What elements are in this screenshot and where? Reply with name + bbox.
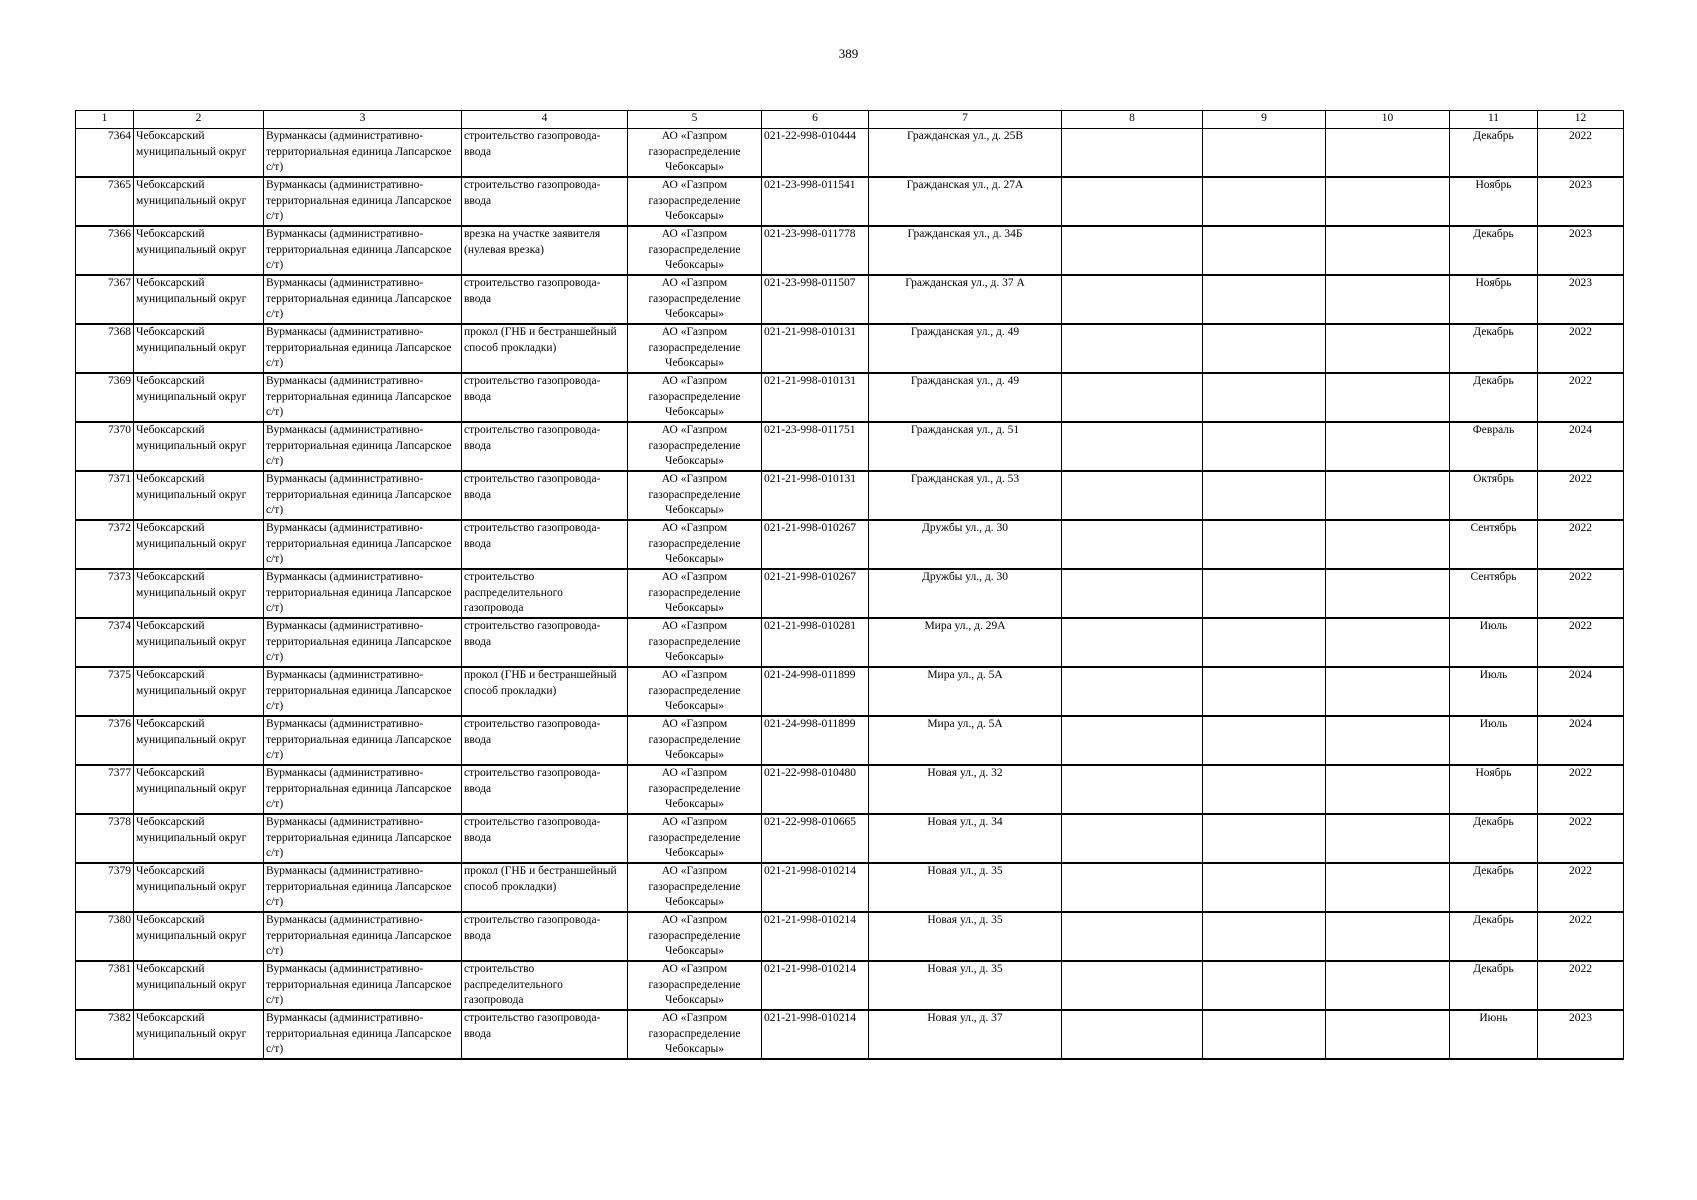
locality-cell: Вурманкасы (административно-территориальная единица Лапсарское с/т) — [264, 814, 462, 863]
work-type-cell: строительство газопровода-ввода — [462, 177, 628, 226]
row-number: 7379 — [76, 863, 134, 912]
district-cell: Чебоксарский муниципальный округ — [134, 765, 264, 814]
month-cell: Февраль — [1450, 422, 1538, 471]
column-8-cell — [1062, 618, 1203, 667]
column-10-cell — [1326, 471, 1450, 520]
row-number: 7370 — [76, 422, 134, 471]
year-cell: 2023 — [1538, 226, 1624, 275]
locality-cell: Вурманкасы (административно-территориальная единица Лапсарское с/т) — [264, 177, 462, 226]
column-8-cell — [1062, 961, 1203, 1010]
table-row — [76, 765, 1624, 814]
locality-cell: Вурманкасы (административно-территориальная единица Лапсарское с/т) — [264, 667, 462, 716]
column-10-cell — [1326, 324, 1450, 373]
table-row — [76, 471, 1624, 520]
work-type-cell: строительство газопровода-ввода — [462, 520, 628, 569]
address-cell: Новая ул., д. 35 — [869, 863, 1062, 912]
organization-cell: АО «Газпром газораспределение Чебоксары» — [628, 863, 762, 912]
registration-code-cell: 021-21-998-010267 — [762, 520, 869, 569]
column-8-cell — [1062, 667, 1203, 716]
table-row — [76, 814, 1624, 863]
district-cell: Чебоксарский муниципальный округ — [134, 373, 264, 422]
district-cell: Чебоксарский муниципальный округ — [134, 716, 264, 765]
row-number: 7366 — [76, 226, 134, 275]
month-cell: Июль — [1450, 716, 1538, 765]
table-row — [76, 520, 1624, 569]
column-8-cell — [1062, 814, 1203, 863]
column-10-cell — [1326, 422, 1450, 471]
registration-code-cell: 021-21-998-010131 — [762, 324, 869, 373]
column-9-cell — [1203, 569, 1326, 618]
district-cell: Чебоксарский муниципальный округ — [134, 422, 264, 471]
district-cell: Чебоксарский муниципальный округ — [134, 667, 264, 716]
column-header: 3 — [264, 111, 462, 129]
column-8-cell — [1062, 275, 1203, 324]
table-row — [76, 177, 1624, 226]
locality-cell: Вурманкасы (административно-территориальная единица Лапсарское с/т) — [264, 569, 462, 618]
column-8-cell — [1062, 129, 1203, 178]
column-8-cell — [1062, 520, 1203, 569]
locality-cell: Вурманкасы (административно-территориальная единица Лапсарское с/т) — [264, 863, 462, 912]
table-row — [76, 716, 1624, 765]
column-9-cell — [1203, 471, 1326, 520]
column-10-cell — [1326, 814, 1450, 863]
district-cell: Чебоксарский муниципальный округ — [134, 618, 264, 667]
district-cell: Чебоксарский муниципальный округ — [134, 471, 264, 520]
month-cell: Июль — [1450, 667, 1538, 716]
locality-cell: Вурманкасы (административно-территориальная единица Лапсарское с/т) — [264, 618, 462, 667]
column-header: 9 — [1203, 111, 1326, 129]
registry-table — [75, 110, 1624, 1060]
registration-code-cell: 021-22-998-010444 — [762, 129, 869, 178]
organization-cell: АО «Газпром газораспределение Чебоксары» — [628, 961, 762, 1010]
column-9-cell — [1203, 520, 1326, 569]
column-10-cell — [1326, 912, 1450, 961]
address-cell: Дружбы ул., д. 30 — [869, 569, 1062, 618]
organization-cell: АО «Газпром газораспределение Чебоксары» — [628, 373, 762, 422]
locality-cell: Вурманкасы (административно-территориальная единица Лапсарское с/т) — [264, 373, 462, 422]
year-cell: 2024 — [1538, 422, 1624, 471]
table-row — [76, 569, 1624, 618]
column-8-cell — [1062, 324, 1203, 373]
table-row — [76, 863, 1624, 912]
column-header: 8 — [1062, 111, 1203, 129]
work-type-cell: строительство газопровода-ввода — [462, 814, 628, 863]
registration-code-cell: 021-21-998-010131 — [762, 471, 869, 520]
organization-cell: АО «Газпром газораспределение Чебоксары» — [628, 520, 762, 569]
registration-code-cell: 021-21-998-010267 — [762, 569, 869, 618]
district-cell: Чебоксарский муниципальный округ — [134, 324, 264, 373]
column-9-cell — [1203, 373, 1326, 422]
organization-cell: АО «Газпром газораспределение Чебоксары» — [628, 912, 762, 961]
registration-code-cell: 021-21-998-010214 — [762, 961, 869, 1010]
registration-code-cell: 021-22-998-010665 — [762, 814, 869, 863]
column-10-cell — [1326, 569, 1450, 618]
year-cell: 2022 — [1538, 569, 1624, 618]
year-cell: 2022 — [1538, 618, 1624, 667]
work-type-cell: врезка на участке заявителя (нулевая врезка) — [462, 226, 628, 275]
column-10-cell — [1326, 961, 1450, 1010]
row-number: 7381 — [76, 961, 134, 1010]
month-cell: Сентябрь — [1450, 569, 1538, 618]
table-body — [76, 129, 1624, 1060]
address-cell: Новая ул., д. 37 — [869, 1010, 1062, 1059]
organization-cell: АО «Газпром газораспределение Чебоксары» — [628, 618, 762, 667]
organization-cell: АО «Газпром газораспределение Чебоксары» — [628, 422, 762, 471]
column-header: 12 — [1538, 111, 1624, 129]
row-number: 7373 — [76, 569, 134, 618]
address-cell: Гражданская ул., д. 53 — [869, 471, 1062, 520]
work-type-cell: прокол (ГНБ и бестраншейный способ прокладки) — [462, 863, 628, 912]
address-cell: Гражданская ул., д. 49 — [869, 373, 1062, 422]
work-type-cell: прокол (ГНБ и бестраншейный способ прокладки) — [462, 324, 628, 373]
header-row — [76, 111, 1624, 129]
year-cell: 2022 — [1538, 520, 1624, 569]
locality-cell: Вурманкасы (административно-территориальная единица Лапсарское с/т) — [264, 912, 462, 961]
column-9-cell — [1203, 912, 1326, 961]
locality-cell: Вурманкасы (административно-территориальная единица Лапсарское с/т) — [264, 422, 462, 471]
column-10-cell — [1326, 618, 1450, 667]
column-9-cell — [1203, 275, 1326, 324]
month-cell: Июнь — [1450, 1010, 1538, 1059]
address-cell: Дружбы ул., д. 30 — [869, 520, 1062, 569]
year-cell: 2024 — [1538, 667, 1624, 716]
column-9-cell — [1203, 863, 1326, 912]
registration-code-cell: 021-24-998-011899 — [762, 667, 869, 716]
registration-code-cell: 021-21-998-010214 — [762, 863, 869, 912]
column-header: 2 — [134, 111, 264, 129]
column-9-cell — [1203, 716, 1326, 765]
column-9-cell — [1203, 961, 1326, 1010]
row-number: 7371 — [76, 471, 134, 520]
column-8-cell — [1062, 863, 1203, 912]
month-cell: Декабрь — [1450, 129, 1538, 178]
organization-cell: АО «Газпром газораспределение Чебоксары» — [628, 177, 762, 226]
column-8-cell — [1062, 765, 1203, 814]
column-header: 5 — [628, 111, 762, 129]
locality-cell: Вурманкасы (административно-территориальная единица Лапсарское с/т) — [264, 716, 462, 765]
work-type-cell: строительство газопровода-ввода — [462, 765, 628, 814]
locality-cell: Вурманкасы (административно-территориальная единица Лапсарское с/т) — [264, 520, 462, 569]
table-row — [76, 961, 1624, 1010]
address-cell: Мира ул., д. 5А — [869, 716, 1062, 765]
column-header: 4 — [462, 111, 628, 129]
year-cell: 2022 — [1538, 471, 1624, 520]
column-header: 1 — [76, 111, 134, 129]
table-row — [76, 373, 1624, 422]
table-row — [76, 324, 1624, 373]
year-cell: 2023 — [1538, 177, 1624, 226]
row-number: 7374 — [76, 618, 134, 667]
organization-cell: АО «Газпром газораспределение Чебоксары» — [628, 471, 762, 520]
column-10-cell — [1326, 667, 1450, 716]
work-type-cell: строительство распределительного газопровода — [462, 569, 628, 618]
work-type-cell: строительство газопровода-ввода — [462, 129, 628, 178]
organization-cell: АО «Газпром газораспределение Чебоксары» — [628, 667, 762, 716]
registration-code-cell: 021-22-998-010480 — [762, 765, 869, 814]
column-8-cell — [1062, 471, 1203, 520]
column-10-cell — [1326, 1010, 1450, 1059]
column-10-cell — [1326, 520, 1450, 569]
column-9-cell — [1203, 667, 1326, 716]
work-type-cell: строительство газопровода-ввода — [462, 422, 628, 471]
column-10-cell — [1326, 129, 1450, 178]
district-cell: Чебоксарский муниципальный округ — [134, 1010, 264, 1059]
row-number: 7382 — [76, 1010, 134, 1059]
work-type-cell: строительство газопровода-ввода — [462, 618, 628, 667]
column-8-cell — [1062, 373, 1203, 422]
column-9-cell — [1203, 1010, 1326, 1059]
table-row — [76, 667, 1624, 716]
column-header: 11 — [1450, 111, 1538, 129]
month-cell: Декабрь — [1450, 961, 1538, 1010]
year-cell: 2022 — [1538, 912, 1624, 961]
organization-cell: АО «Газпром газораспределение Чебоксары» — [628, 765, 762, 814]
locality-cell: Вурманкасы (административно-территориальная единица Лапсарское с/т) — [264, 129, 462, 178]
work-type-cell: строительство газопровода-ввода — [462, 716, 628, 765]
row-number: 7364 — [76, 129, 134, 178]
organization-cell: АО «Газпром газораспределение Чебоксары» — [628, 716, 762, 765]
work-type-cell: строительство газопровода-ввода — [462, 471, 628, 520]
table-row — [76, 129, 1624, 178]
month-cell: Ноябрь — [1450, 177, 1538, 226]
district-cell: Чебоксарский муниципальный округ — [134, 569, 264, 618]
address-cell: Мира ул., д. 29А — [869, 618, 1062, 667]
column-10-cell — [1326, 373, 1450, 422]
organization-cell: АО «Газпром газораспределение Чебоксары» — [628, 814, 762, 863]
year-cell: 2022 — [1538, 765, 1624, 814]
month-cell: Июль — [1450, 618, 1538, 667]
row-number: 7367 — [76, 275, 134, 324]
locality-cell: Вурманкасы (административно-территориальная единица Лапсарское с/т) — [264, 961, 462, 1010]
column-header: 10 — [1326, 111, 1450, 129]
column-10-cell — [1326, 765, 1450, 814]
registration-code-cell: 021-21-998-010131 — [762, 373, 869, 422]
organization-cell: АО «Газпром газораспределение Чебоксары» — [628, 226, 762, 275]
organization-cell: АО «Газпром газораспределение Чебоксары» — [628, 275, 762, 324]
column-8-cell — [1062, 177, 1203, 226]
column-header: 7 — [869, 111, 1062, 129]
table-row — [76, 422, 1624, 471]
column-9-cell — [1203, 422, 1326, 471]
address-cell: Гражданская ул., д. 37 А — [869, 275, 1062, 324]
organization-cell: АО «Газпром газораспределение Чебоксары» — [628, 569, 762, 618]
district-cell: Чебоксарский муниципальный округ — [134, 814, 264, 863]
column-9-cell — [1203, 765, 1326, 814]
column-8-cell — [1062, 912, 1203, 961]
district-cell: Чебоксарский муниципальный округ — [134, 226, 264, 275]
work-type-cell: прокол (ГНБ и бестраншейный способ прокладки) — [462, 667, 628, 716]
locality-cell: Вурманкасы (административно-территориальная единица Лапсарское с/т) — [264, 275, 462, 324]
year-cell: 2022 — [1538, 863, 1624, 912]
table-header — [76, 111, 1624, 129]
district-cell: Чебоксарский муниципальный округ — [134, 275, 264, 324]
column-10-cell — [1326, 177, 1450, 226]
organization-cell: АО «Газпром газораспределение Чебоксары» — [628, 324, 762, 373]
locality-cell: Вурманкасы (административно-территориальная единица Лапсарское с/т) — [264, 226, 462, 275]
registration-code-cell: 021-21-998-010214 — [762, 1010, 869, 1059]
column-10-cell — [1326, 863, 1450, 912]
page-number: 389 — [838, 46, 859, 61]
row-number: 7376 — [76, 716, 134, 765]
year-cell: 2022 — [1538, 324, 1624, 373]
year-cell: 2022 — [1538, 129, 1624, 178]
address-cell: Гражданская ул., д. 25В — [869, 129, 1062, 178]
table-row — [76, 912, 1624, 961]
registration-code-cell: 021-21-998-010214 — [762, 912, 869, 961]
address-cell: Новая ул., д. 35 — [869, 912, 1062, 961]
work-type-cell: строительство распределительного газопровода — [462, 961, 628, 1010]
row-number: 7372 — [76, 520, 134, 569]
column-9-cell — [1203, 618, 1326, 667]
row-number: 7380 — [76, 912, 134, 961]
locality-cell: Вурманкасы (административно-территориальная единица Лапсарское с/т) — [264, 765, 462, 814]
address-cell: Новая ул., д. 34 — [869, 814, 1062, 863]
locality-cell: Вурманкасы (административно-территориальная единица Лапсарское с/т) — [264, 324, 462, 373]
registration-code-cell: 021-23-998-011541 — [762, 177, 869, 226]
column-8-cell — [1062, 422, 1203, 471]
row-number: 7378 — [76, 814, 134, 863]
district-cell: Чебоксарский муниципальный округ — [134, 961, 264, 1010]
address-cell: Гражданская ул., д. 49 — [869, 324, 1062, 373]
address-cell: Гражданская ул., д. 51 — [869, 422, 1062, 471]
month-cell: Ноябрь — [1450, 275, 1538, 324]
year-cell: 2022 — [1538, 373, 1624, 422]
year-cell: 2024 — [1538, 716, 1624, 765]
table-row — [76, 275, 1624, 324]
month-cell: Декабрь — [1450, 324, 1538, 373]
registration-code-cell: 021-23-998-011507 — [762, 275, 869, 324]
registration-code-cell: 021-23-998-011751 — [762, 422, 869, 471]
address-cell: Новая ул., д. 35 — [869, 961, 1062, 1010]
district-cell: Чебоксарский муниципальный округ — [134, 863, 264, 912]
row-number: 7375 — [76, 667, 134, 716]
column-10-cell — [1326, 226, 1450, 275]
column-header: 6 — [762, 111, 869, 129]
table-row — [76, 618, 1624, 667]
column-8-cell — [1062, 226, 1203, 275]
year-cell: 2023 — [1538, 1010, 1624, 1059]
column-8-cell — [1062, 1010, 1203, 1059]
registration-code-cell: 021-23-998-011778 — [762, 226, 869, 275]
district-cell: Чебоксарский муниципальный округ — [134, 177, 264, 226]
month-cell: Сентябрь — [1450, 520, 1538, 569]
address-cell: Гражданская ул., д. 34Б — [869, 226, 1062, 275]
registration-code-cell: 021-21-998-010281 — [762, 618, 869, 667]
month-cell: Октябрь — [1450, 471, 1538, 520]
month-cell: Декабрь — [1450, 226, 1538, 275]
month-cell: Декабрь — [1450, 863, 1538, 912]
address-cell: Гражданская ул., д. 27А — [869, 177, 1062, 226]
column-8-cell — [1062, 569, 1203, 618]
table-row — [76, 226, 1624, 275]
locality-cell: Вурманкасы (административно-территориальная единица Лапсарское с/т) — [264, 471, 462, 520]
district-cell: Чебоксарский муниципальный округ — [134, 129, 264, 178]
address-cell: Мира ул., д. 5А — [869, 667, 1062, 716]
row-number: 7369 — [76, 373, 134, 422]
column-8-cell — [1062, 716, 1203, 765]
column-10-cell — [1326, 716, 1450, 765]
month-cell: Декабрь — [1450, 814, 1538, 863]
district-cell: Чебоксарский муниципальный округ — [134, 912, 264, 961]
column-9-cell — [1203, 177, 1326, 226]
year-cell: 2022 — [1538, 961, 1624, 1010]
table-row — [76, 1010, 1624, 1059]
month-cell: Ноябрь — [1450, 765, 1538, 814]
column-9-cell — [1203, 814, 1326, 863]
row-number: 7365 — [76, 177, 134, 226]
registration-code-cell: 021-24-998-011899 — [762, 716, 869, 765]
locality-cell: Вурманкасы (административно-территориальная единица Лапсарское с/т) — [264, 1010, 462, 1059]
work-type-cell: строительство газопровода-ввода — [462, 275, 628, 324]
row-number: 7368 — [76, 324, 134, 373]
work-type-cell: строительство газопровода-ввода — [462, 912, 628, 961]
district-cell: Чебоксарский муниципальный округ — [134, 520, 264, 569]
year-cell: 2022 — [1538, 814, 1624, 863]
work-type-cell: строительство газопровода-ввода — [462, 1010, 628, 1059]
organization-cell: АО «Газпром газораспределение Чебоксары» — [628, 129, 762, 178]
column-9-cell — [1203, 129, 1326, 178]
year-cell: 2023 — [1538, 275, 1624, 324]
organization-cell: АО «Газпром газораспределение Чебоксары» — [628, 1010, 762, 1059]
column-9-cell — [1203, 324, 1326, 373]
row-number: 7377 — [76, 765, 134, 814]
column-9-cell — [1203, 226, 1326, 275]
address-cell: Новая ул., д. 32 — [869, 765, 1062, 814]
month-cell: Декабрь — [1450, 912, 1538, 961]
month-cell: Декабрь — [1450, 373, 1538, 422]
column-10-cell — [1326, 275, 1450, 324]
work-type-cell: строительство газопровода-ввода — [462, 373, 628, 422]
